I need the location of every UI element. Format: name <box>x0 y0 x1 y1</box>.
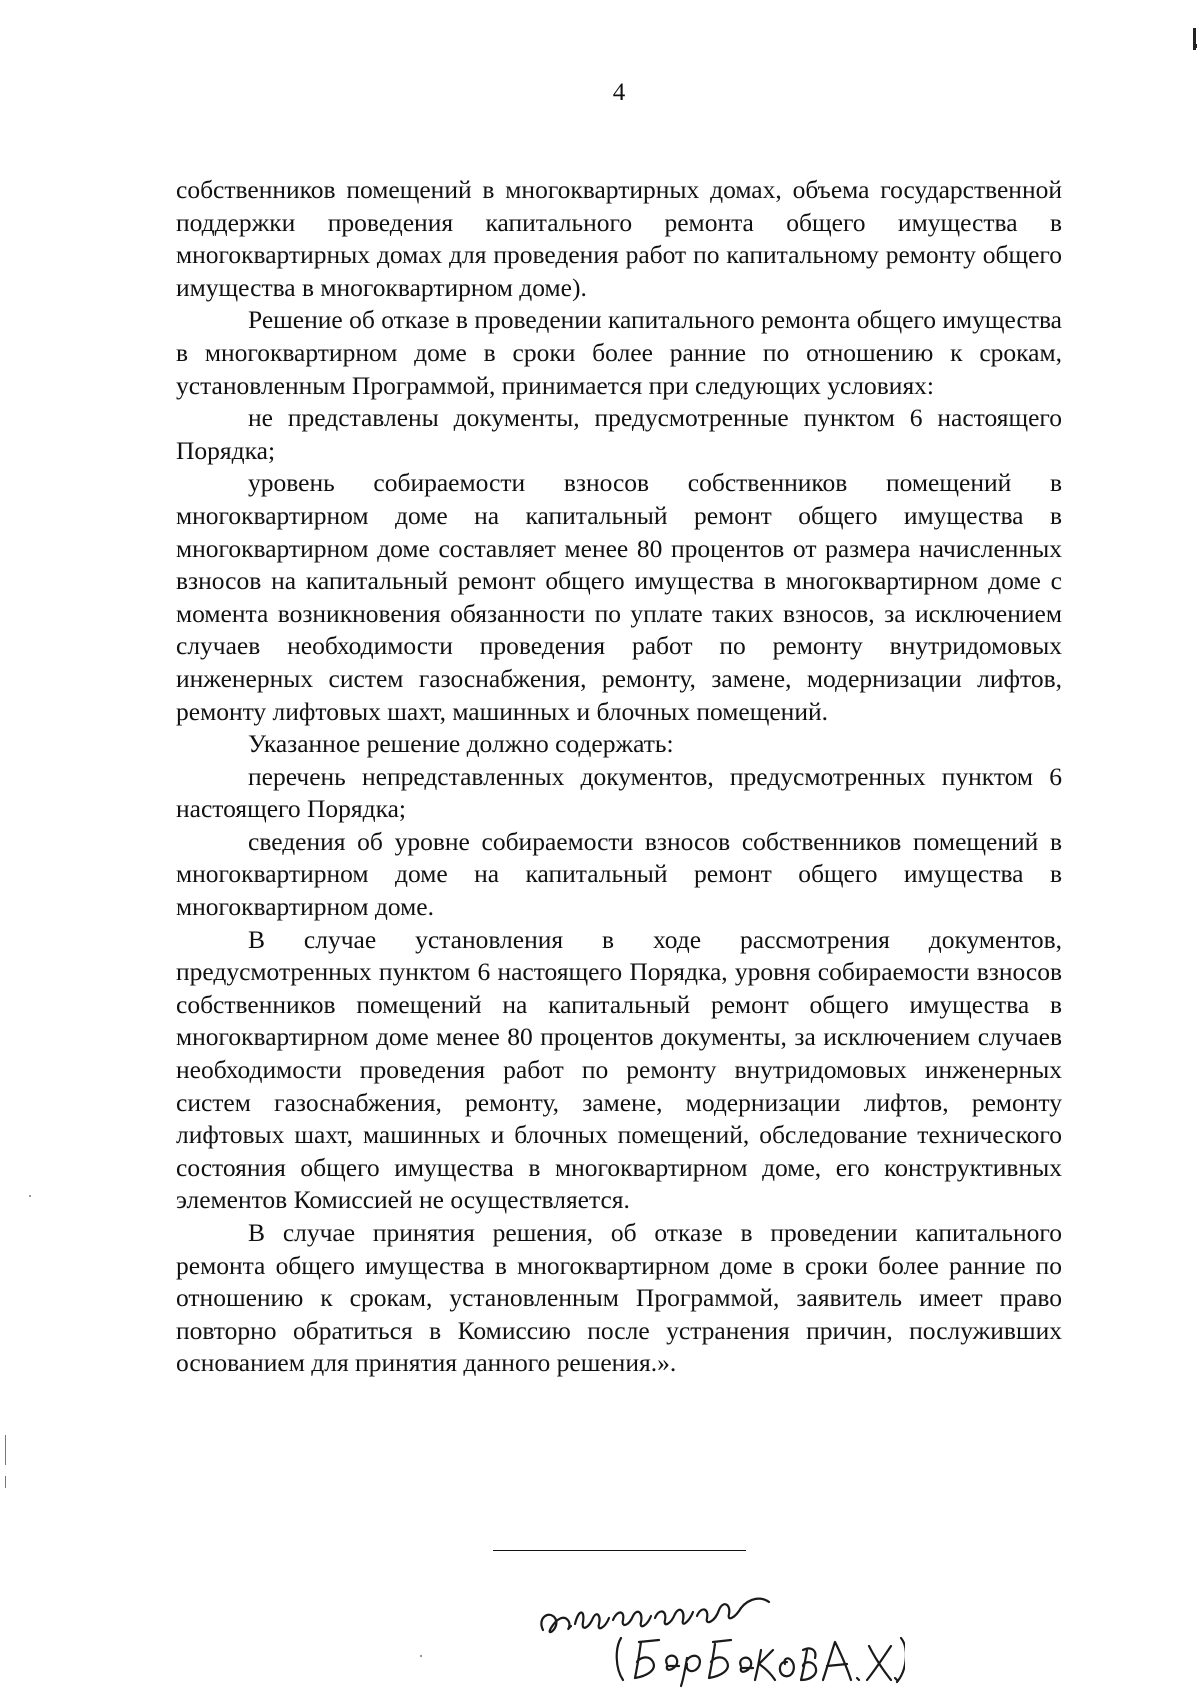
document-body <box>176 174 1062 1380</box>
paragraph-decision-contents: Указанное решение должно содержать: <box>248 729 674 759</box>
paragraph-continuation: собственников помещений в многоквартирных домах, объема государственной поддержки проведения капитального ремонта общего имущества в многоквартирных домах для проведения работ по капитальному ремонту общего имущества в многоквартирном доме). <box>176 175 1062 302</box>
scan-speck <box>29 1195 31 1197</box>
scan-speck <box>420 1655 422 1657</box>
scan-edge-dot <box>1193 44 1197 48</box>
scan-edge-mark-left <box>5 1476 6 1488</box>
paragraph-refusal-decision: Решение об отказе в проведении капитального ремонта общего имущества в многоквартирном доме в сроки более ранние по отношению к срокам, установленным Программой, принимается при следующих условиях: <box>176 305 1062 400</box>
closing-rule <box>493 1550 746 1551</box>
scan-edge-mark-left <box>5 1435 6 1465</box>
page-number: 4 <box>612 79 626 106</box>
paragraph-missing-documents-list: перечень непредставленных документов, предусмотренных пунктом 6 настоящего Порядка; <box>176 761 1062 824</box>
paragraph-right-to-reapply: В случае принятия решения, об отказе в проведении капитального ремонта общего имущества в многоквартирном доме в сроки более ранние по отношению к срокам, установленным Программой, заявитель имеет право повторно обратиться в Комиссию после устранения причин, послуживших основанием для принятия данного решения.». <box>176 1218 1062 1378</box>
handwritten-signature <box>535 1588 905 1688</box>
paragraph-condition-documents: не представлены документы, предусмотренные пунктом 6 настоящего Порядка; <box>176 403 1062 465</box>
paragraph-condition-collection-level: уровень собираемости взносов собственников помещений в многоквартирном доме на капитальный ремонт общего имущества в многоквартирном доме составляет менее 80 процентов от размера начисленных взносов на капитальный ремонт общего имущества в многоквартирном доме с момента возникновения обязанности по уплате таких взносов, за исключением случаев необходимости проведения работ по ремонту внутридомовых инженерных систем газоснабжения, ремонту, замене, модернизации лифтов, ремонту лифтовых шахт, машинных и блочных помещений. <box>176 468 1062 726</box>
paragraph-inspection-not-performed: В случае установления в ходе рассмотрения документов, предусмотренных пунктом 6 настоящего Порядка, уровня собираемости взносов собственников помещений на капитальный ремонт общего имущества в многоквартирном доме менее 80 процентов документы, за исключением случаев необходимости проведения работ по ремонту внутридомовых инженерных систем газоснабжения, ремонту, замене, модернизации лифтов, ремонту лифтовых шахт, машинных и блочных помещений, обследование технического состояния общего имущества в многоквартирном доме, его конструктивных элементов Комиссией не осуществляется. <box>176 924 1062 1215</box>
paragraph-collection-information: сведения об уровне собираемости взносов собственников помещений в многоквартирном доме на капитальный ремонт общего имущества в многоквартирном доме. <box>176 826 1062 922</box>
